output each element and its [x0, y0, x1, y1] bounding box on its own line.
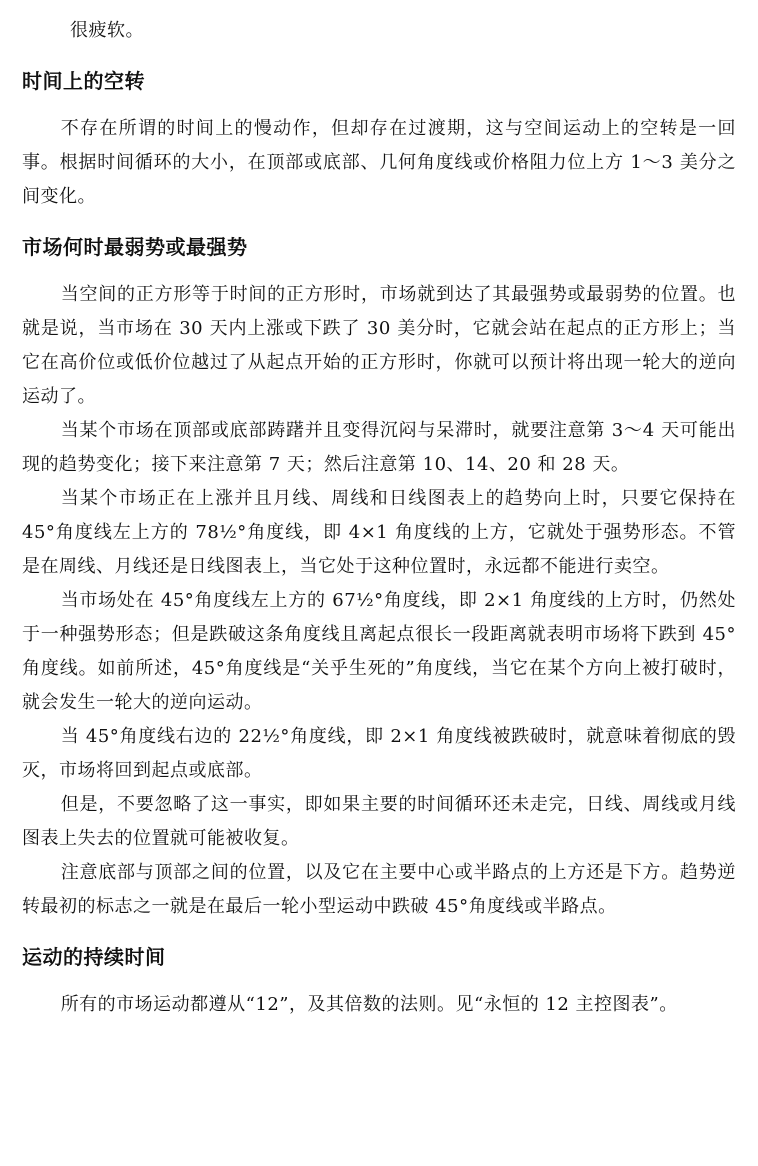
section-heading: 市场何时最弱势或最强势	[22, 235, 248, 259]
paragraph: 当某个市场在顶部或底部踌躇并且变得沉闷与呆滞时，就要注意第 3～4 天可能出现的趋势变化；接下来注意第 7 天；然后注意第 10、14、20 和 28 天。	[22, 420, 736, 475]
paragraph: 不存在所谓的时间上的慢动作，但却存在过渡期，这与空间运动上的空转是一回事。根据时间循环的大小，在顶部或底部、几何角度线或价格阻力位上方 1～3 美分之间变化。	[22, 118, 736, 207]
section-market-strength	[22, 230, 736, 924]
section-time-idling	[22, 64, 736, 214]
paragraph: 当空间的正方形等于时间的正方形时，市场就到达了其最强势或最弱势的位置。也就是说，当市场在 30 天内上涨或下跌了 30 美分时，它就会站在起点的正方形上；当它在高价位或低价位越过了从起点开始的正方形时，你就可以预计将出现一轮大的逆向运动了。	[22, 284, 736, 407]
paragraph: 当某个市场正在上涨并且月线、周线和日线图表上的趋势向上时，只要它保持在 45°角度线左上方的 78½°角度线，即 4×1 角度线的上方，它就处于强势形态。不管是在周线、月线还是日线图表上，当它处于这种位置时，永远都不能进行卖空。	[22, 488, 736, 577]
section-heading: 时间上的空转	[22, 69, 145, 93]
paragraph: 所有的市场运动都遵从“12”，及其倍数的法则。见“永恒的 12 主控图表”。	[60, 994, 678, 1015]
continued-text-fragment: 很疲软。	[70, 20, 144, 41]
section-heading: 运动的持续时间	[22, 945, 166, 969]
paragraph: 注意底部与顶部之间的位置，以及它在主要中心或半路点的上方还是下方。趋势逆转最初的标志之一就是在最后一轮小型运动中跌破 45°角度线或半路点。	[22, 862, 736, 917]
paragraph: 当市场处在 45°角度线左上方的 67½°角度线，即 2×1 角度线的上方时，仍然处于一种强势形态；但是跌破这条角度线且离起点很长一段距离就表明市场将下跌到 45°角度线。如前所述，45°角度线是“关乎生死的”角度线，当它在某个方向上被打破时，就会发生一轮大的逆向运动。	[22, 590, 736, 713]
section-movement-duration	[22, 940, 736, 1022]
paragraph: 当 45°角度线右边的 22½°角度线，即 2×1 角度线被跌破时，就意味着彻底的毁灭，市场将回到起点或底部。	[22, 726, 736, 781]
paragraph: 但是，不要忽略了这一事实，即如果主要的时间循环还未走完，日线、周线或月线图表上失去的位置就可能被收复。	[22, 794, 736, 849]
